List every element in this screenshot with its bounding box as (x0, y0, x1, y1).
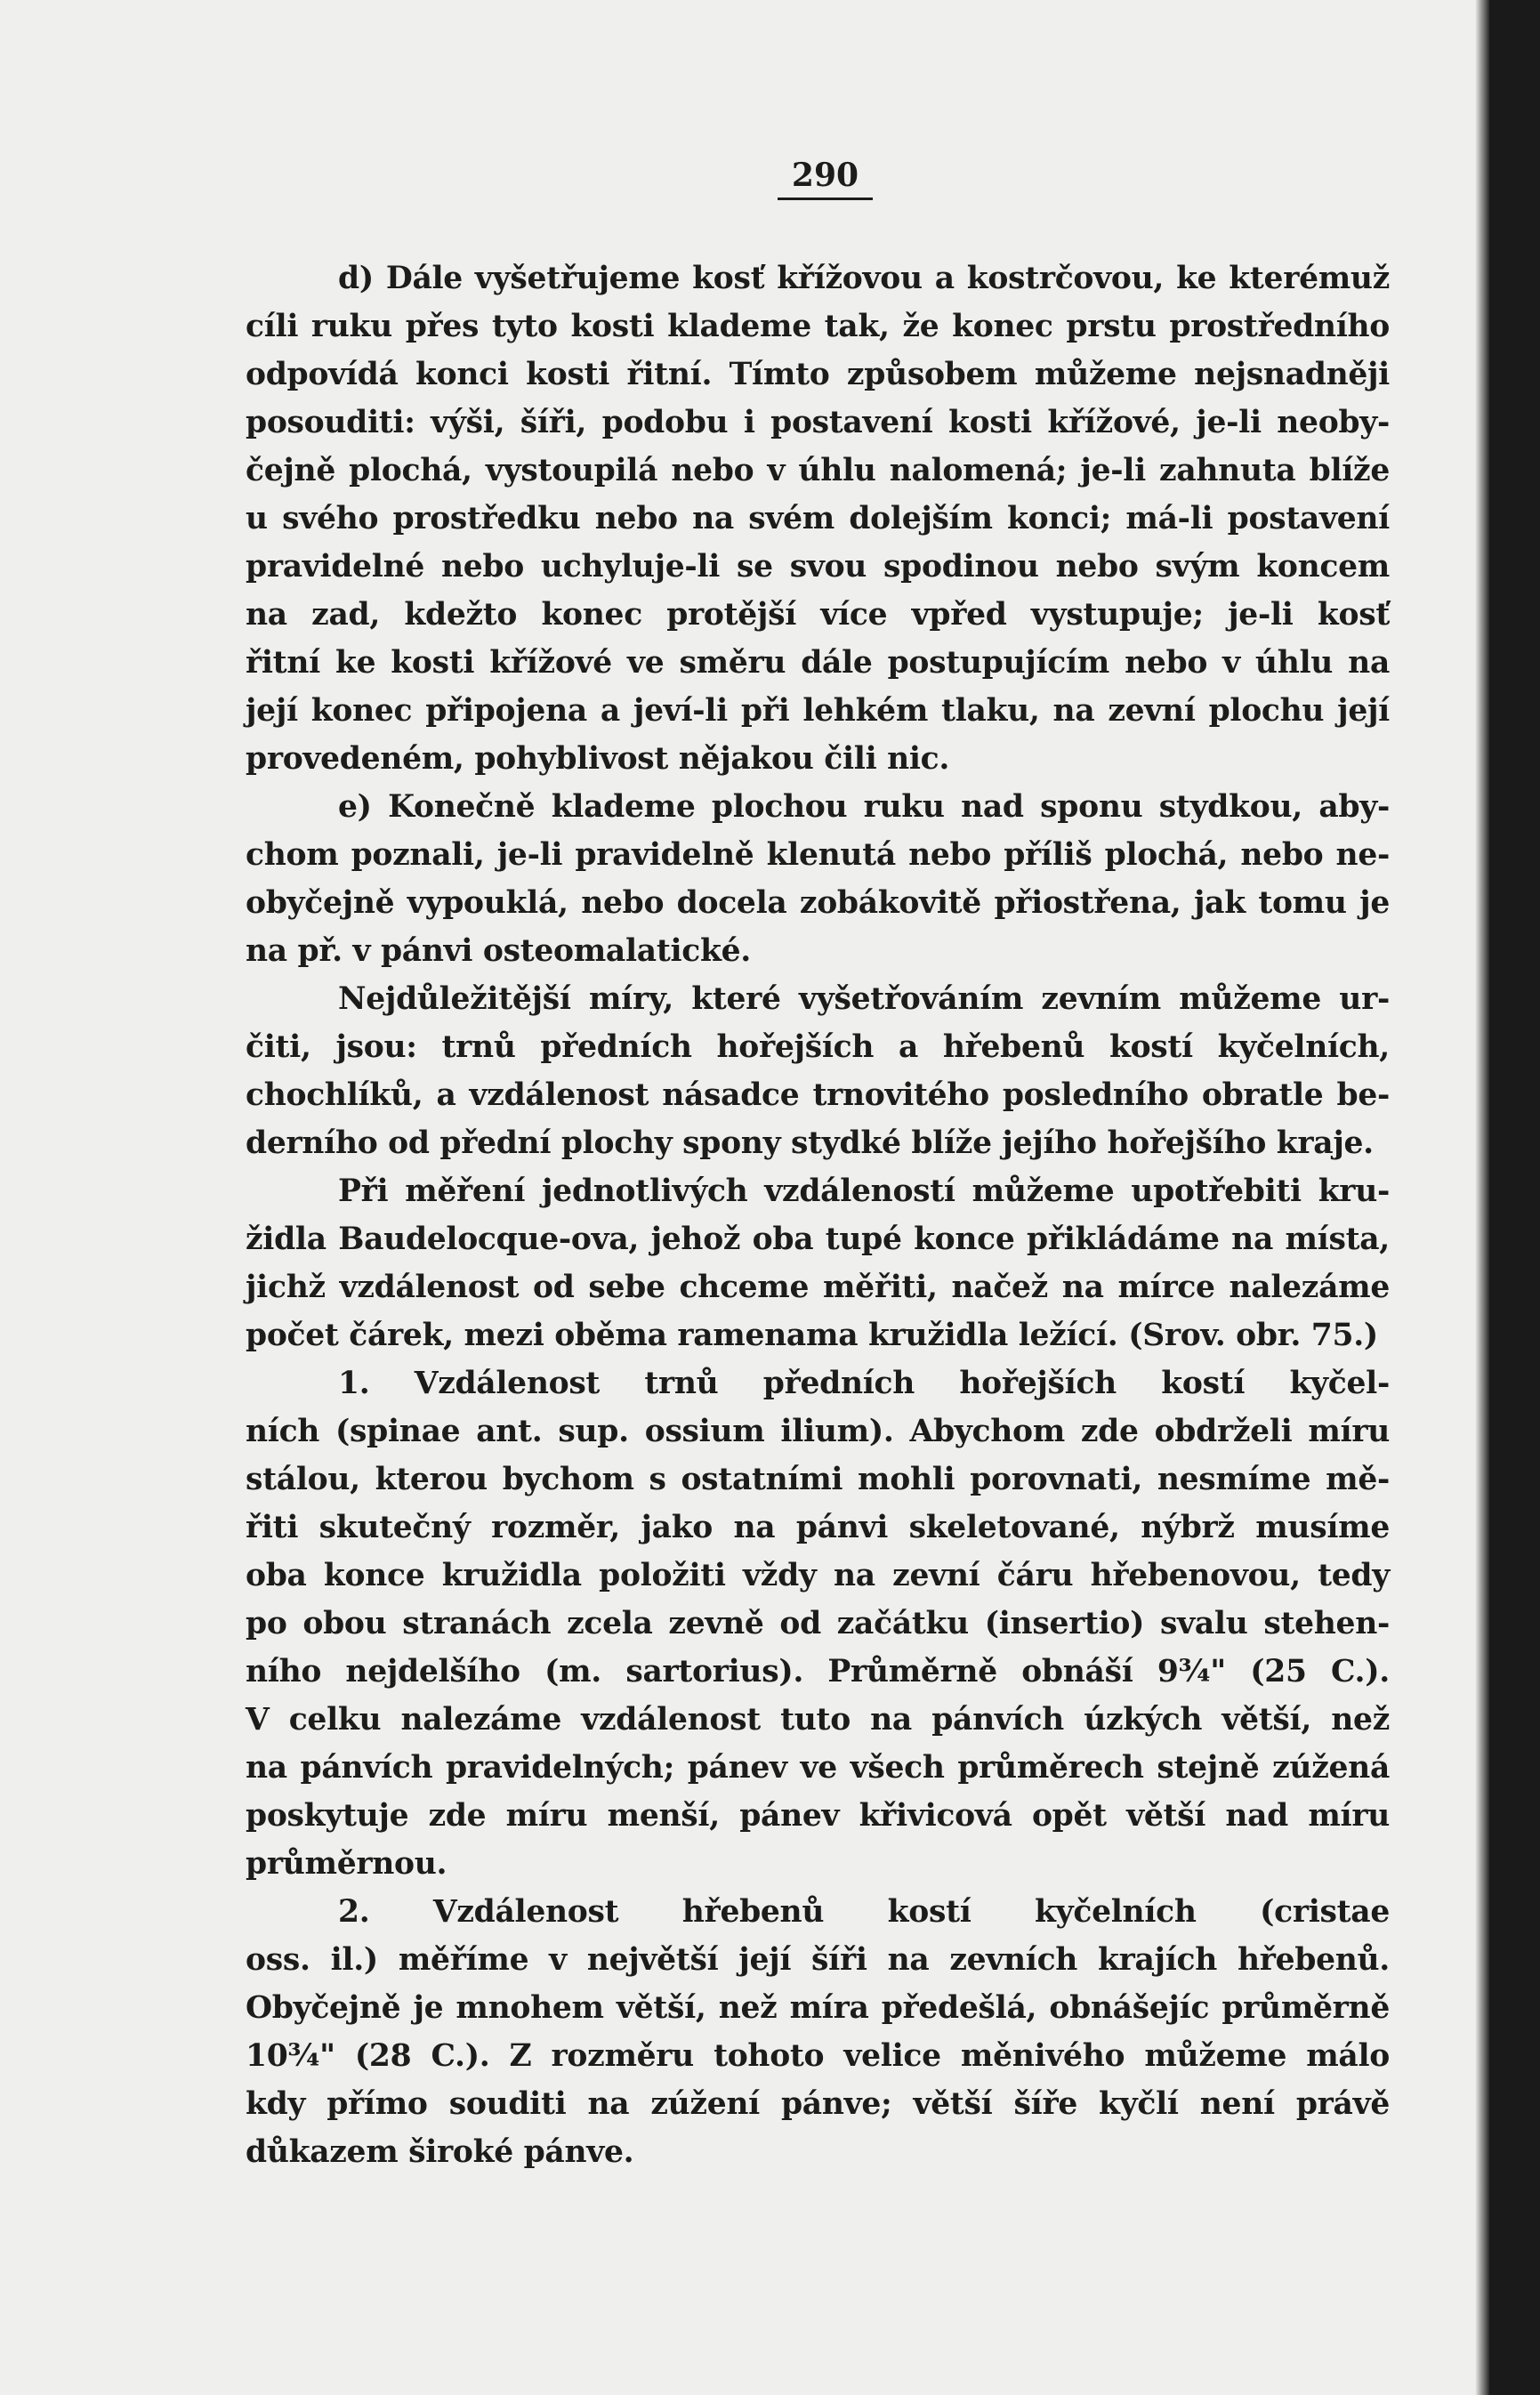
text-line: derního od přední plochy spony stydké blíže jejího hořejšího kraje. (246, 1125, 1374, 1161)
text-line: jichž vzdálenost od sebe chceme měřiti, načež na mírce nalezáme (246, 1270, 1390, 1305)
text-line: její konec připojena a jeví-li při lehkém tlaku, na zevní plochu její (246, 693, 1390, 729)
text-line: chochlíků, a vzdálenost násadce trnovitého posledního obratle be- (246, 1077, 1390, 1113)
text-line: posouditi: výši, šíři, podobu i postavení kosti křížové, je-li neoby- (246, 405, 1390, 440)
text-line: židla Baudelocque-ova, jehož oba tupé konce přikládáme na místa, (246, 1222, 1390, 1257)
text-line: na pánvích pravidelných; pánev ve všech průměrech stejně zúžená (246, 1750, 1390, 1786)
text-line: na zad, kdežto konec protější více vpřed vystupuje; je-li kosť (246, 597, 1390, 633)
body-text (246, 254, 1390, 2176)
text-line: 2. Vzdálenost hřebenů kostí kyčelních (cristae (338, 1894, 1390, 1930)
text-line: řiti skutečný rozměr, jako na pánvi skeletované, nýbrž musíme (246, 1510, 1390, 1545)
text-line: stálou, kterou bychom s ostatními mohli porovnati, nesmíme mě- (246, 1462, 1390, 1497)
text-line: oba konce kružidla položiti vždy na zevní čáru hřebenovou, tedy (246, 1558, 1390, 1593)
text-line: čejně plochá, vystoupilá nebo v úhlu nalomená; je-li zahnuta blíže (246, 453, 1390, 488)
text-line: provedeném, pohyblivost nějakou čili nic. (246, 741, 950, 777)
page-number: 290 (778, 157, 873, 200)
text-line: ních (spinae ant. sup. ossium ilium). Abychom zde obdrželi míru (246, 1414, 1390, 1449)
text-line: čiti, jsou: trnů předních hořejších a hřebenů kostí kyčelních, (246, 1029, 1390, 1065)
text-line: na př. v pánvi osteomalatické. (246, 933, 751, 969)
text-line: poskytuje zde míru menší, pánev křivicová opět větší nad míru (246, 1798, 1390, 1834)
page-number-container (0, 157, 1540, 200)
text-line: cíli ruku přes tyto kosti klademe tak, že konec prstu prostředního (246, 309, 1390, 344)
text-line: d) Dále vyšetřujeme kosť křížovou a kostrčovou, ke kterémuž (338, 261, 1390, 296)
text-line: počet čárek, mezi oběma ramenama kružidla ležící. (Srov. obr. 75.) (246, 1318, 1378, 1353)
text-line: průměrnou. (246, 1846, 447, 1882)
text-line: důkazem široké pánve. (246, 2134, 634, 2170)
text-line: pravidelné nebo uchyluje-li se svou spodinou nebo svým koncem (246, 549, 1390, 585)
text-line: u svého prostředku nebo na svém dolejším konci; má-li postavení (246, 501, 1390, 536)
text-line: po obou stranách zcela zevně od začátku (insertio) svalu stehen- (246, 1606, 1390, 1641)
text-line: oss. il.) měříme v největší její šíři na zevních krajích hřebenů. (246, 1942, 1390, 1978)
text-line: 1. Vzdálenost trnů předních hořejších kostí kyčel- (338, 1366, 1390, 1401)
text-line: odpovídá konci kosti řitní. Tímto způsobem můžeme nejsnadněji (246, 357, 1390, 392)
text-line: e) Konečně klademe plochou ruku nad sponu stydkou, aby- (338, 789, 1390, 825)
text-line: 10¾" (28 C.). Z rozměru tohoto velice měnivého můžeme málo (246, 2038, 1390, 2074)
text-line: Nejdůležitější míry, které vyšetřováním zevním můžeme ur- (338, 981, 1390, 1017)
text-line: Obyčejně je mnohem větší, než míra předešlá, obnášejíc průměrně (246, 1990, 1390, 2026)
text-line: chom poznali, je-li pravidelně klenutá nebo příliš plochá, nebo ne- (246, 837, 1390, 873)
text-line: kdy přímo souditi na zúžení pánve; větší šíře kyčlí není právě (246, 2086, 1390, 2122)
text-line: V celku nalezáme vzdálenost tuto na pánvích úzkých větší, než (246, 1702, 1390, 1738)
text-line: ního nejdelšího (m. sartorius). Průměrně obnáší 9¾" (25 C.). (246, 1654, 1390, 1689)
text-line: Při měření jednotlivých vzdáleností můžeme upotřebiti kru- (338, 1173, 1390, 1209)
text-line: obyčejně vypouklá, nebo docela zobákovitě přiostřena, jak tomu je (246, 885, 1390, 921)
text-line: řitní ke kosti křížové ve směru dále postupujícím nebo v úhlu na (246, 645, 1390, 681)
page-edge-shadow (1475, 0, 1489, 2395)
